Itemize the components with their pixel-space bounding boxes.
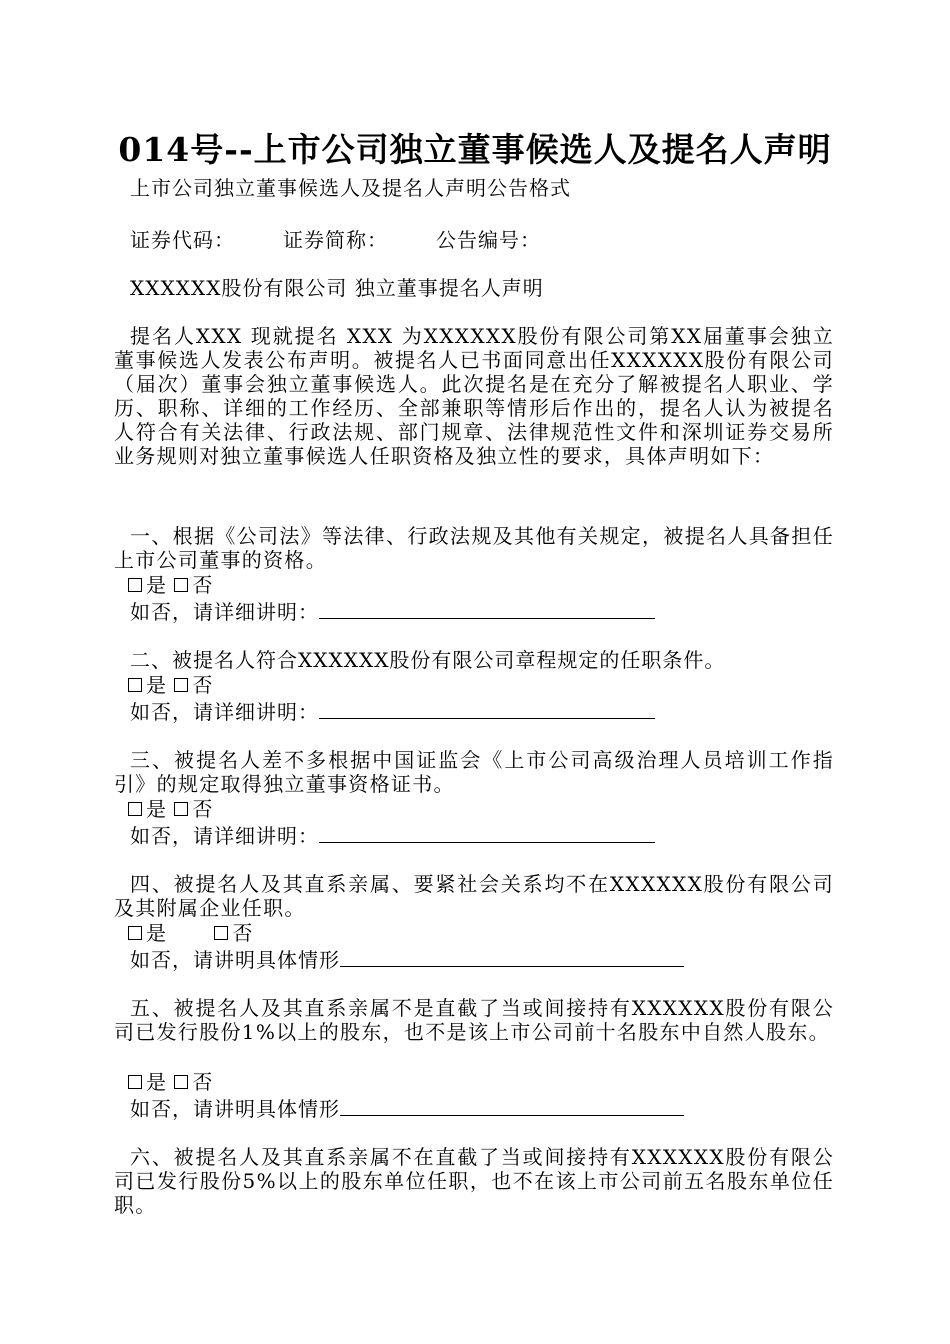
checkbox-icon[interactable] [174, 802, 188, 816]
explain-label: 如否，请详细讲明： [130, 824, 319, 848]
item-3-options [128, 797, 848, 821]
announcement-no-label: 公告编号： [436, 228, 541, 252]
checkbox-icon[interactable] [174, 678, 188, 692]
checkbox-icon[interactable] [128, 926, 142, 940]
item-4-text: 四、被提名人及其直系亲属、要紧社会关系均不在XXXXXX股份有限公司及其附属企业任职。 [114, 872, 834, 920]
fill-in-blank[interactable] [319, 698, 655, 719]
fill-in-blank[interactable] [319, 822, 655, 843]
item-3-no-option[interactable] [174, 797, 213, 821]
yes-label: 是 [146, 573, 167, 597]
item-1-options [128, 573, 848, 597]
item-3-text: 三、被提名人差不多根据中国证监会《上市公司高级治理人员培训工作指引》的规定取得独立董事资格证书。 [114, 748, 834, 796]
item-5-text: 五、被提名人及其直系亲属不是直截了当或间接持有XXXXXX股份有限公司已发行股份1%以上的股东，也不是该上市公司前十名股东中自然人股东。 [114, 996, 834, 1044]
item-5-options [128, 1070, 848, 1094]
item-2-explain [114, 698, 850, 724]
yes-label: 是 [146, 1070, 167, 1094]
item-5-yes-option[interactable] [128, 1070, 167, 1094]
item-6-text: 六、被提名人及其直系亲属不在直截了当或间接持有XXXXXX股份有限公司已发行股份5%以上的股东单位任职，也不在该上市公司前五名股东单位任职。 [114, 1145, 834, 1217]
checkbox-icon[interactable] [128, 1075, 142, 1089]
fill-in-blank[interactable] [340, 946, 684, 967]
item-2-text: 二、被提名人符合XXXXXX股份有限公司章程规定的任职条件。 [130, 648, 726, 672]
explain-label: 如否，请讲明具体情形 [130, 1097, 340, 1121]
item-1-explain [114, 598, 850, 624]
yes-label: 是 [146, 921, 167, 945]
item-4-options [128, 921, 848, 945]
document-title: 014号--上市公司独立董事候选人及提名人声明 [118, 130, 832, 169]
item-5-no-option[interactable] [174, 1070, 213, 1094]
no-label: 否 [232, 921, 254, 945]
item-3-yes-option[interactable] [128, 797, 167, 821]
no-label: 否 [192, 673, 214, 697]
code-line [114, 228, 850, 252]
item-4-yes-option[interactable] [128, 921, 167, 945]
item-4-no-option[interactable] [214, 921, 253, 945]
fill-in-blank[interactable] [340, 1095, 684, 1116]
item-3-explain [114, 822, 850, 848]
checkbox-icon[interactable] [128, 678, 142, 692]
no-label: 否 [192, 1070, 214, 1094]
no-label: 否 [192, 573, 214, 597]
fill-in-blank[interactable] [319, 598, 655, 619]
intro-paragraph: 提名人XXX 现就提名 XXX 为XXXXXX股份有限公司第XX届董事会独立董事候选人发表公布声明。被提名人已书面同意出任XXXXXX股份有限公司（届次）董事会独立董事候选人。此次提名是在充分了解被提名人职业、学历、职称、详细的工作经历、全部兼职等情形后作出的，提名人认为被提名人符合有关法律、行政法规、部门规章、法律规范性文件和深圳证券交易所业务规则对独立董事候选人任职资格及独立性的要求，具体声明如下： [114, 324, 834, 468]
item-2-no-option[interactable] [174, 673, 213, 697]
yes-label: 是 [146, 797, 167, 821]
item-1-yes-option[interactable] [128, 573, 167, 597]
explain-label: 如否，请详细讲明： [130, 700, 319, 724]
checkbox-icon[interactable] [214, 926, 228, 940]
item-2-options [128, 673, 848, 697]
no-label: 否 [192, 797, 214, 821]
item-5-explain [114, 1095, 850, 1121]
item-4-explain [114, 946, 850, 972]
checkbox-icon[interactable] [174, 578, 188, 592]
checkbox-icon[interactable] [174, 1075, 188, 1089]
yes-label: 是 [146, 673, 167, 697]
security-name-label: 证券简称： [283, 228, 388, 252]
document-subtitle: 上市公司独立董事候选人及提名人声明公告格式 [130, 176, 571, 200]
checkbox-icon[interactable] [128, 802, 142, 816]
declaration-heading: XXXXXX股份有限公司 独立董事提名人声明 [130, 276, 544, 300]
security-code-label: 证券代码： [130, 228, 235, 252]
item-2-yes-option[interactable] [128, 673, 167, 697]
checkbox-icon[interactable] [128, 578, 142, 592]
explain-label: 如否，请详细讲明： [130, 600, 319, 624]
item-1-text: 一、根据《公司法》等法律、行政法规及其他有关规定，被提名人具备担任上市公司董事的资格。 [114, 524, 834, 572]
explain-label: 如否，请讲明具体情形 [130, 948, 340, 972]
item-1-no-option[interactable] [174, 573, 213, 597]
